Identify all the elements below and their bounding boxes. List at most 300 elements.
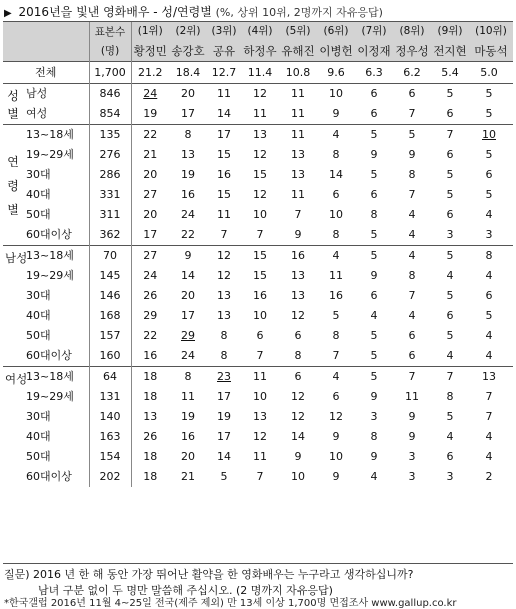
percent-value: 29 (181, 329, 195, 342)
percent-cell (279, 84, 317, 105)
percent-cell (355, 266, 393, 286)
percent-cell (241, 407, 279, 427)
percent-value: 16 (217, 168, 231, 181)
header-actor: 이정재 (357, 44, 391, 58)
header-actor: 마동석 (474, 44, 508, 58)
percent-value: 15 (253, 168, 267, 181)
percent-cell (317, 427, 355, 447)
percent-value: 9 (332, 430, 340, 443)
percent-cell (207, 387, 241, 407)
percent-cell (469, 125, 513, 146)
percent-cell (279, 205, 317, 225)
percent-value: 16 (253, 289, 267, 302)
row-label: 13~18세 (23, 367, 89, 388)
percent-value: 5 (370, 128, 378, 141)
header-actor: 유해진 (281, 44, 315, 58)
percent-cell (131, 266, 169, 286)
percent-value: 8 (485, 249, 493, 262)
percent-cell (355, 306, 393, 326)
sample-size: 276 (89, 145, 131, 165)
instruction-text: 남녀 구분 없이 두 명만 말씀해 주십시오. (2 명까지 자유응답) (38, 584, 333, 597)
percent-value: 13 (181, 148, 195, 161)
percent-value: 13 (482, 370, 496, 383)
header-actor: 이병헌 (319, 44, 353, 58)
percent-cell (241, 387, 279, 407)
percent-cell (169, 165, 207, 185)
percent-value: 10 (329, 450, 343, 463)
percent-value: 9 (370, 269, 378, 282)
row-label: 남성 (23, 84, 89, 105)
percent-value: 6 (446, 208, 454, 221)
percent-cell (469, 286, 513, 306)
percent-value: 5 (332, 309, 340, 322)
percent-value: 10 (329, 87, 343, 100)
sample-size: 154 (89, 447, 131, 467)
percent-value: 9 (408, 148, 416, 161)
table-row (3, 185, 513, 205)
percent-value: 17 (181, 309, 195, 322)
percent-cell (355, 62, 393, 84)
percent-cell (355, 326, 393, 346)
sample-size: 846 (89, 84, 131, 105)
percent-cell (355, 286, 393, 306)
percent-value: 9 (408, 430, 416, 443)
sample-size: 168 (89, 306, 131, 326)
percent-cell (207, 427, 241, 447)
percent-cell (393, 225, 431, 246)
results-table (3, 22, 513, 487)
percent-cell (393, 367, 431, 388)
row-label: 19~29세 (26, 390, 74, 403)
percent-value: 5 (370, 249, 378, 262)
sample-size: 163 (89, 427, 131, 447)
table-row (3, 387, 513, 407)
percent-cell (131, 367, 169, 388)
table-body (3, 62, 513, 488)
percent-cell (317, 367, 355, 388)
percent-value: 9 (370, 148, 378, 161)
percent-value: 17 (217, 128, 231, 141)
row-label: 40대 (26, 188, 51, 201)
percent-value: 11.4 (247, 66, 273, 79)
percent-value: 12 (253, 430, 267, 443)
percent-value: 27 (143, 188, 158, 201)
percent-value: 15 (217, 188, 231, 201)
percent-cell (469, 447, 513, 467)
percent-value: 4 (446, 269, 454, 282)
percent-value: 11 (291, 87, 305, 100)
percent-cell (355, 145, 393, 165)
header-actor: 황정민 (133, 44, 167, 58)
percent-value: 13 (291, 168, 305, 181)
percent-value: 19 (143, 107, 158, 120)
percent-cell (469, 387, 513, 407)
percent-cell (355, 427, 393, 447)
percent-value: 8 (332, 329, 340, 342)
percent-cell (469, 266, 513, 286)
percent-cell (317, 467, 355, 487)
percent-cell (207, 84, 241, 105)
percent-cell (393, 165, 431, 185)
percent-value: 6 (294, 370, 302, 383)
row-label: 60대이상 (26, 470, 72, 483)
row-label: 60대이상 (26, 349, 72, 362)
percent-cell (279, 185, 317, 205)
percent-cell (355, 447, 393, 467)
percent-value: 6 (446, 450, 454, 463)
sample-size: 146 (89, 286, 131, 306)
percent-cell (317, 346, 355, 367)
percent-cell (317, 225, 355, 246)
percent-value: 12 (253, 87, 267, 100)
percent-value: 5 (446, 410, 454, 423)
percent-value: 7 (256, 228, 264, 241)
percent-value: 13 (217, 309, 231, 322)
percent-value: 9 (370, 390, 378, 403)
percent-cell (131, 104, 169, 125)
percent-cell (393, 246, 431, 267)
percent-value: 20 (143, 208, 158, 221)
percent-cell (131, 246, 169, 267)
percent-value: 7 (408, 370, 416, 383)
percent-cell (469, 84, 513, 105)
percent-cell (169, 326, 207, 346)
percent-cell (169, 246, 207, 267)
header-actor: 송강호 (171, 44, 205, 58)
percent-cell (317, 104, 355, 125)
sample-label: 표본수 (94, 25, 126, 38)
percent-value: 10 (253, 208, 267, 221)
percent-cell (355, 407, 393, 427)
percent-cell (207, 467, 241, 487)
percent-value: 12 (217, 269, 231, 282)
row-label: 전체 (3, 62, 89, 84)
percent-value: 9 (370, 450, 378, 463)
percent-value: 12 (329, 410, 343, 423)
percent-cell (279, 306, 317, 326)
percent-cell (469, 346, 513, 367)
percent-cell (431, 326, 469, 346)
percent-cell (207, 306, 241, 326)
percent-value: 26 (143, 430, 158, 443)
percent-value: 29 (143, 309, 158, 322)
sample-size: 140 (89, 407, 131, 427)
percent-value: 18.4 (175, 66, 201, 79)
percent-value: 3 (408, 450, 416, 463)
percent-cell (317, 246, 355, 267)
percent-cell (431, 387, 469, 407)
percent-value: 10 (482, 128, 496, 141)
percent-cell (169, 225, 207, 246)
percent-value: 11 (291, 128, 305, 141)
table-row (3, 84, 513, 105)
percent-cell (469, 185, 513, 205)
percent-value: 7 (294, 208, 302, 221)
percent-cell (469, 104, 513, 125)
percent-value: 11 (181, 390, 195, 403)
percent-cell (317, 387, 355, 407)
percent-cell (431, 286, 469, 306)
percent-cell (317, 125, 355, 146)
percent-cell (431, 62, 469, 84)
percent-value: 3 (446, 470, 454, 483)
percent-value: 3 (446, 228, 454, 241)
percent-value: 11 (253, 370, 267, 383)
percent-cell (431, 306, 469, 326)
percent-value: 12 (291, 390, 305, 403)
percent-cell (241, 205, 279, 225)
percent-value: 14 (329, 168, 343, 181)
percent-value: 7 (485, 390, 493, 403)
percent-cell (393, 266, 431, 286)
percent-cell (317, 266, 355, 286)
percent-value: 21 (143, 148, 158, 161)
percent-cell (469, 145, 513, 165)
percent-cell (393, 346, 431, 367)
row-label: 여성 (26, 107, 48, 120)
percent-value: 14 (291, 430, 305, 443)
percent-cell (241, 286, 279, 306)
percent-cell (169, 367, 207, 388)
percent-cell (393, 387, 431, 407)
percent-cell (169, 346, 207, 367)
percent-value: 11 (405, 390, 419, 403)
percent-cell (355, 387, 393, 407)
percent-value: 3 (370, 410, 378, 423)
row-label: 60대이상 (26, 228, 72, 241)
sample-size: 854 (89, 104, 131, 125)
percent-cell (469, 326, 513, 346)
percent-value: 8 (184, 370, 192, 383)
percent-cell (241, 427, 279, 447)
row-label: 30대 (26, 410, 51, 423)
percent-value: 4 (332, 370, 340, 383)
percent-cell (393, 62, 431, 84)
percent-cell (317, 165, 355, 185)
percent-cell (317, 447, 355, 467)
percent-value: 15 (253, 269, 267, 282)
percent-cell (131, 125, 169, 146)
percent-value: 12 (291, 410, 305, 423)
percent-cell (241, 326, 279, 346)
percent-cell (431, 225, 469, 246)
percent-cell (241, 104, 279, 125)
header-rank: (8위) (399, 25, 425, 37)
percent-value: 17 (217, 430, 231, 443)
percent-cell (279, 407, 317, 427)
row-label: 30대 (26, 289, 51, 302)
percent-value: 7 (485, 410, 493, 423)
percent-cell (469, 407, 513, 427)
percent-cell (207, 185, 241, 205)
percent-value: 4 (485, 450, 493, 463)
percent-value: 8 (294, 349, 302, 362)
percent-value: 6 (446, 148, 454, 161)
sample-size: 202 (89, 467, 131, 487)
percent-value: 6 (256, 329, 264, 342)
percent-value: 15 (217, 148, 231, 161)
percent-cell (393, 286, 431, 306)
sample-size: 311 (89, 205, 131, 225)
percent-value: 14 (217, 107, 231, 120)
percent-cell (241, 447, 279, 467)
percent-value: 4 (408, 228, 416, 241)
row-label: 13~18세 (23, 246, 89, 267)
percent-value: 11 (217, 208, 231, 221)
percent-value: 5.4 (441, 66, 459, 79)
sample-size: 1,700 (89, 62, 131, 84)
percent-value: 13 (291, 289, 305, 302)
percent-cell (241, 367, 279, 388)
percent-value: 6 (370, 188, 378, 201)
percent-cell (431, 447, 469, 467)
percent-cell (279, 387, 317, 407)
percent-cell (431, 367, 469, 388)
percent-cell (317, 326, 355, 346)
header-actor: 전지현 (433, 44, 467, 58)
percent-value: 4 (446, 349, 454, 362)
percent-cell (207, 205, 241, 225)
percent-cell (469, 467, 513, 487)
percent-cell (169, 467, 207, 487)
percent-value: 12 (253, 188, 267, 201)
percent-value: 11 (253, 450, 267, 463)
percent-value: 23 (217, 370, 231, 383)
table-row (3, 205, 513, 225)
percent-value: 20 (181, 450, 195, 463)
header-rank: (6위) (323, 25, 349, 37)
percent-cell (355, 246, 393, 267)
percent-cell (241, 246, 279, 267)
percent-value: 5 (370, 168, 378, 181)
percent-cell (355, 367, 393, 388)
percent-value: 6 (294, 329, 302, 342)
percent-value: 16 (181, 430, 195, 443)
percent-cell (279, 467, 317, 487)
row-label: 50대 (26, 329, 51, 342)
header-blank (3, 22, 89, 62)
percent-cell (393, 427, 431, 447)
percent-cell (393, 467, 431, 487)
percent-cell (431, 266, 469, 286)
percent-value: 5 (220, 470, 228, 483)
percent-value: 9.6 (327, 66, 345, 79)
percent-value: 13 (143, 410, 158, 423)
percent-cell (169, 84, 207, 105)
table-row (3, 266, 513, 286)
header-rank: (4위) (247, 25, 273, 37)
percent-cell (241, 266, 279, 286)
percent-cell (169, 306, 207, 326)
table-row (3, 427, 513, 447)
percent-value: 5 (446, 87, 454, 100)
row-label: 13~18세 (23, 125, 89, 146)
percent-value: 11 (291, 188, 305, 201)
page-title (4, 3, 383, 20)
header-rank: (1위) (137, 25, 163, 37)
percent-cell (469, 225, 513, 246)
percent-value: 4 (408, 208, 416, 221)
percent-value: 6 (485, 168, 493, 181)
percent-cell (279, 225, 317, 246)
percent-value: 8 (184, 128, 192, 141)
percent-cell (279, 165, 317, 185)
percent-cell (131, 205, 169, 225)
sample-size: 64 (89, 367, 131, 388)
percent-value: 13 (291, 148, 305, 161)
percent-cell (279, 346, 317, 367)
percent-value: 4 (446, 430, 454, 443)
percent-cell (131, 84, 169, 105)
percent-value: 5 (485, 188, 493, 201)
percent-value: 9 (184, 249, 192, 262)
percent-cell (431, 427, 469, 447)
percent-cell (431, 185, 469, 205)
percent-value: 16 (181, 188, 195, 201)
table-row (3, 246, 513, 267)
percent-cell (207, 225, 241, 246)
percent-cell (279, 104, 317, 125)
header-rank: (10위) (475, 25, 507, 37)
percent-cell (207, 346, 241, 367)
percent-cell (279, 326, 317, 346)
percent-cell (241, 467, 279, 487)
table-row (3, 467, 513, 487)
percent-value: 7 (446, 128, 454, 141)
table-bottom-rule (3, 563, 513, 564)
table-row (3, 346, 513, 367)
percent-value: 19 (181, 168, 195, 181)
percent-cell (131, 225, 169, 246)
percent-value: 4 (332, 249, 340, 262)
percent-value: 5 (485, 148, 493, 161)
header-actor: 정우성 (395, 44, 429, 58)
percent-cell (279, 266, 317, 286)
percent-value: 13 (253, 128, 267, 141)
percent-value: 20 (181, 289, 195, 302)
percent-cell (355, 205, 393, 225)
percent-cell (241, 306, 279, 326)
percent-cell (169, 205, 207, 225)
percent-value: 5 (446, 168, 454, 181)
sample-size: 362 (89, 225, 131, 246)
header-rank: (5위) (285, 25, 311, 37)
percent-value: 7 (446, 370, 454, 383)
percent-cell (207, 104, 241, 125)
percent-value: 4 (408, 309, 416, 322)
percent-value: 16 (143, 349, 158, 362)
percent-cell (393, 326, 431, 346)
percent-value: 18 (143, 470, 158, 483)
percent-cell (431, 145, 469, 165)
percent-value: 8 (370, 430, 378, 443)
source-note: *한국갤럽 2016년 11월 4~25일 전국(제주 제외) 만 13세 이상 1,700명 면접조사 www.gallup.co.kr (4, 598, 457, 609)
percent-value: 8 (446, 390, 454, 403)
percent-value: 9 (332, 107, 340, 120)
percent-cell (317, 205, 355, 225)
percent-cell (207, 326, 241, 346)
percent-value: 12 (291, 309, 305, 322)
percent-cell (317, 185, 355, 205)
percent-value: 8 (332, 228, 340, 241)
percent-value: 22 (143, 329, 158, 342)
table-row (3, 326, 513, 346)
row-label: 30대 (26, 168, 51, 181)
percent-cell (317, 286, 355, 306)
percent-cell (469, 427, 513, 447)
percent-cell (393, 306, 431, 326)
percent-value: 6 (408, 87, 416, 100)
